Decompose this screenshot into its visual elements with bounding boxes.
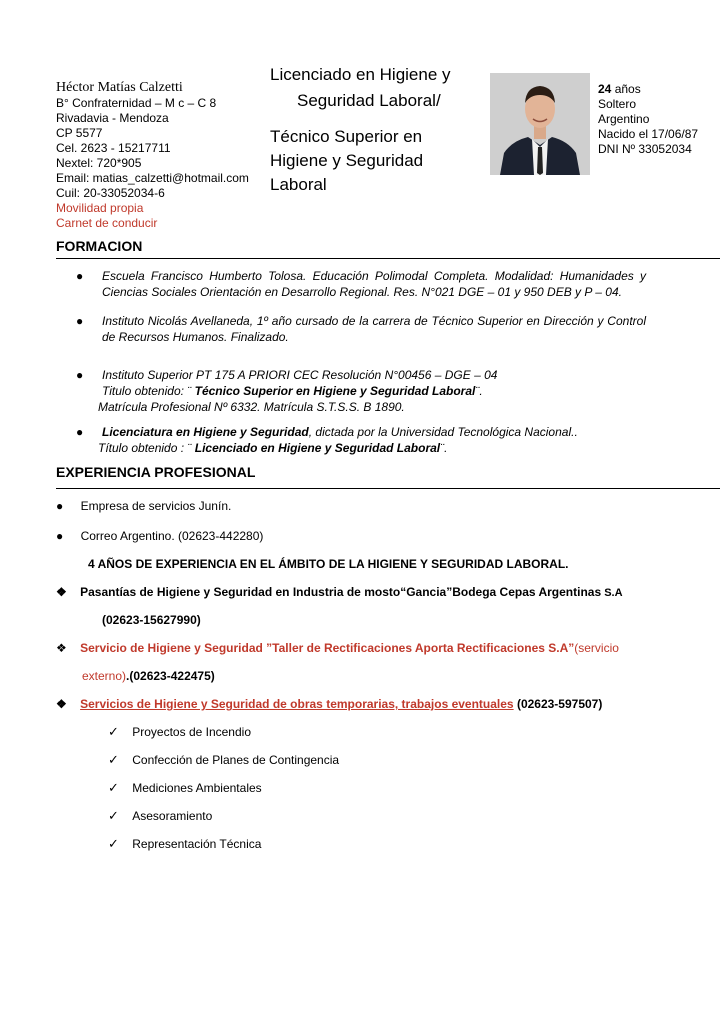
contact-block <box>56 80 249 231</box>
experience-text-2: Correo Argentino. (02623-442280) <box>80 529 264 543</box>
education-text-3c: Matrícula Profesional Nº 6332. Matrícula S.T.S.S. B 1890. <box>98 400 405 414</box>
movilidad: Movilidad propia <box>56 201 144 215</box>
bullet-icon: ● <box>56 529 64 543</box>
title-obtained-close-2: ¨. <box>440 441 448 455</box>
education-item-2 <box>76 313 646 345</box>
age-unit: años <box>611 82 641 96</box>
title-line-4: Higiene y Seguridad <box>270 151 424 170</box>
task-label: Confección de Planes de Contingencia <box>132 753 340 767</box>
task-label: Asesoramiento <box>132 809 213 823</box>
marital-status: Soltero <box>598 97 637 111</box>
experiencia-heading: EXPERIENCIA PROFESIONAL <box>56 464 256 480</box>
task-item <box>108 724 251 740</box>
title-obtained-label: Titulo obtenido: ¨ <box>102 384 195 398</box>
title-obtained-value-2: Licenciado en Higiene y Seguridad Laboral <box>194 441 441 455</box>
experience-diamond-3-phone: (02623-597507) <box>513 697 603 711</box>
experience-bullet-1 <box>56 498 231 514</box>
education-text-2: Instituto Nicolás Avellaneda, 1º año cursado de la carrera de Técnico Superior en Dirección y Control de Recursos Humanos. Finalizado. <box>102 314 646 344</box>
experience-diamond-3-text: Servicios de Higiene y Seguridad de obras temporarias, trabajos eventuales <box>80 697 514 711</box>
cuil: Cuil: 20-33052034-6 <box>56 186 165 200</box>
postal-code: CP 5577 <box>56 126 103 140</box>
diamond-bullet-icon: ❖ <box>56 585 67 599</box>
experience-diamond-2-text: Servicio de Higiene y Seguridad ”Taller de Rectificaciones Aporta Rectificaciones S.A” <box>80 641 575 655</box>
title-obtained-close: ¨. <box>475 384 483 398</box>
experience-diamond-1-text: Pasantías de Higiene y Seguridad en Industria de mosto“Gancia”Bodega Cepas Argentinas <box>80 585 602 599</box>
experience-diamond-2-normal: (servicio <box>574 641 619 655</box>
experience-diamond-2-line2 <box>82 668 215 684</box>
checkmark-icon: ✓ <box>108 752 119 767</box>
education-item-1 <box>76 268 646 300</box>
licenciatura-name: Licenciatura en Higiene y Seguridad <box>102 425 309 439</box>
experience-bullet-2 <box>56 528 263 544</box>
experience-diamond-1-sa: S.A <box>601 587 623 599</box>
formacion-divider <box>56 258 720 259</box>
nextel: Nextel: 720*905 <box>56 156 142 170</box>
title-line-2: Seguridad Laboral/ <box>297 91 441 110</box>
formacion-heading: FORMACION <box>56 238 143 254</box>
age <box>598 82 698 97</box>
task-item <box>108 752 339 768</box>
experiencia-divider <box>56 488 720 489</box>
experience-text-1: Empresa de servicios Junín. <box>80 499 232 513</box>
task-item <box>108 780 262 796</box>
profile-photo <box>490 73 590 175</box>
experience-diamond-2-external: externo) <box>82 669 127 683</box>
task-label: Proyectos de Incendio <box>132 725 251 739</box>
title-line-5: Laboral <box>270 175 327 194</box>
age-number: 24 <box>598 82 612 96</box>
education-text-3: Instituto Superior PT 175 A PRIORI CEC Resolución N°00456 – DGE – 04 <box>102 368 498 382</box>
education-text-3b <box>102 383 646 399</box>
title-obtained-label-2: Título obtenido : ¨ <box>98 441 195 455</box>
bullet-icon: ● <box>76 269 84 283</box>
checkmark-icon: ✓ <box>108 836 119 851</box>
education-text-4 <box>102 424 646 440</box>
experience-diamond-2 <box>56 640 619 656</box>
education-text-4b <box>98 440 646 456</box>
licenciatura-detail: , dictada por la Universidad Tecnológica Nacional.. <box>308 425 578 439</box>
task-label: Mediciones Ambientales <box>132 781 262 795</box>
person-portrait-icon <box>490 73 590 175</box>
experience-diamond-1 <box>56 584 623 601</box>
checkmark-icon: ✓ <box>108 724 119 739</box>
city: Rivadavia - Mendoza <box>56 111 169 125</box>
diamond-bullet-icon: ❖ <box>56 641 67 655</box>
bullet-icon: ● <box>76 425 84 439</box>
candidate-name: Héctor Matías Calzetti <box>56 80 183 95</box>
task-item <box>108 808 212 824</box>
dni: DNI Nº 33052034 <box>598 142 692 156</box>
address: B° Confraternidad – M c – C 8 <box>56 96 217 110</box>
title-line-1: Licenciado en Higiene y <box>270 65 451 84</box>
experience-diamond-2-phone: .(02623-422475) <box>126 669 215 683</box>
bullet-icon: ● <box>56 499 64 513</box>
bullet-icon: ● <box>76 314 84 328</box>
bullet-icon: ● <box>76 368 84 382</box>
birth-date: Nacido el 17/06/87 <box>598 127 699 141</box>
personal-info <box>598 82 698 157</box>
diamond-bullet-icon: ❖ <box>56 697 67 711</box>
checkmark-icon: ✓ <box>108 808 119 823</box>
nationality: Argentino <box>598 112 650 126</box>
experience-diamond-3 <box>56 696 602 712</box>
task-label: Representación Técnica <box>132 837 262 851</box>
education-item-3 <box>76 367 646 415</box>
education-item-4 <box>76 424 646 456</box>
task-item <box>108 836 261 852</box>
title-line-3: Técnico Superior en <box>270 127 423 146</box>
experience-summary: 4 AÑOS DE EXPERIENCIA EN EL ÁMBITO DE LA HIGIENE Y SEGURIDAD LABORAL. <box>88 557 569 571</box>
carnet: Carnet de conducir <box>56 216 158 230</box>
email: Email: matias_calzetti@hotmail.com <box>56 171 249 185</box>
education-text-1: Escuela Francisco Humberto Tolosa. Educación Polimodal Completa. Modalidad: Humanidades y Ciencias Sociales Orientación en Desarrollo Regional. Res. N°021 DGE – 01 y 950 DEB y P – 04. <box>102 269 646 299</box>
checkmark-icon: ✓ <box>108 780 119 795</box>
title-obtained-value: Técnico Superior en Higiene y Seguridad Laboral <box>194 384 476 398</box>
experience-diamond-1-phone: (02623-15627990) <box>102 613 201 627</box>
cell-phone: Cel. 2623 - 15217711 <box>56 141 171 155</box>
